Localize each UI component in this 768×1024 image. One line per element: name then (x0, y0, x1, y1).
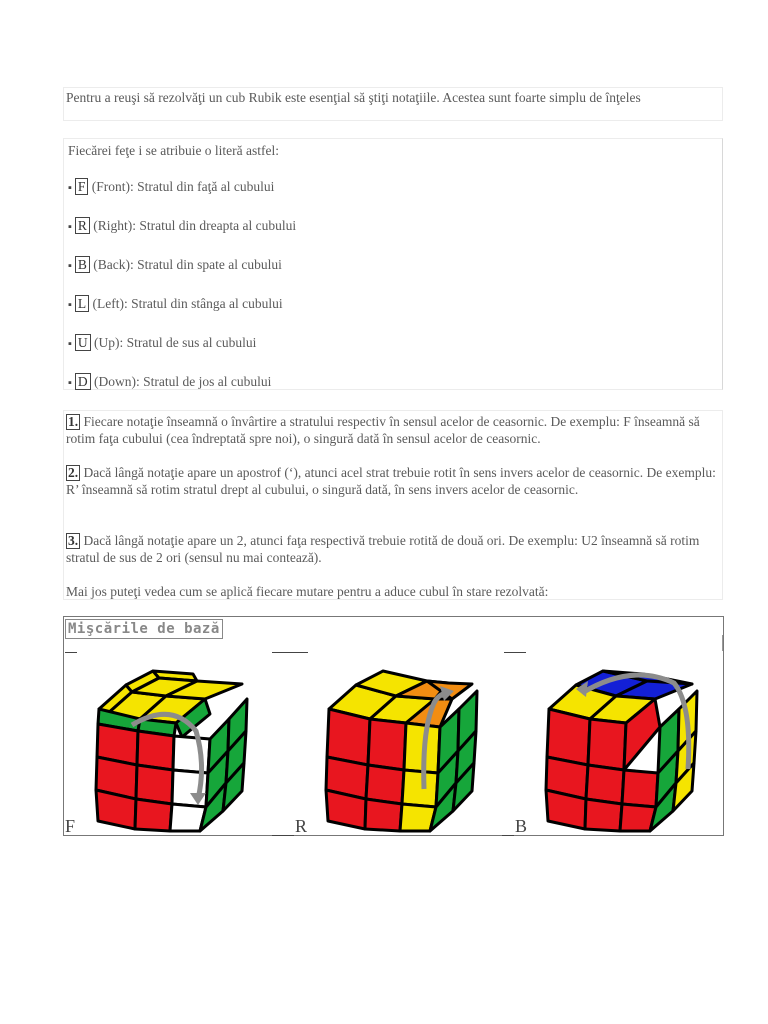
face-item-up (68, 334, 256, 352)
underline-rule (272, 835, 294, 836)
closing-text: Mai jos puteţi vedea cum se aplică fiecare mutare pentru a aduce cubul în stare rezolvată: (66, 584, 549, 599)
underline-rule (504, 652, 526, 653)
rule-text: Dacă lângă notaţie apare un 2, atunci faţa respectivă trebuie rotită de două ori. De exemplu: U2 înseamnă să rotim stratul de sus de 2 ori (sensul nu mai contează). (66, 533, 700, 565)
face-item-back (68, 256, 282, 274)
face-description: (Up): Stratul de sus al cubului (94, 335, 257, 350)
face-letter: R (75, 217, 90, 234)
face-description: (Right): Stratul din dreapta al cubului (93, 218, 297, 233)
rule-number: 3. (68, 533, 79, 548)
bullet-icon: ▪ (68, 182, 72, 194)
bullet-icon: ▪ (68, 377, 72, 389)
rule-paragraph (66, 532, 722, 566)
face-description: (Left): Stratul din stânga al cubului (92, 296, 283, 311)
underline-rule (65, 652, 77, 653)
rule-text: Fiecare notaţie înseamnă o învârtire a stratului respectiv în sensul acelor de ceasornic. De exemplu: F înseamnă să rotim faţa cubului (cea îndreptată spre noi), o singură dată în sensul acelor de ceasornic. (66, 414, 700, 446)
faces-section (63, 138, 723, 390)
face-description: (Front): Stratul din faţă al cubului (91, 179, 275, 194)
divider (722, 635, 723, 651)
intro-text: Pentru a reuşi să rezolvăţi un cub Rubik este esenţial să ştiţi notaţiile. Acestea sunt foarte simplu de înţeles (66, 90, 641, 105)
face-description: (Down): Stratul de jos al cubului (94, 374, 272, 389)
face-item-front (68, 178, 274, 196)
intro-paragraph (63, 87, 723, 121)
cube-back-move-icon (542, 669, 706, 833)
face-letter: L (75, 295, 89, 312)
rule-paragraph (66, 464, 722, 498)
moves-title: Mişcările de bază (65, 619, 223, 639)
rule-number: 1. (68, 414, 79, 429)
rule-paragraph (66, 413, 722, 447)
cube-right-move-icon (322, 669, 486, 833)
face-item-down (68, 373, 271, 391)
face-item-right (68, 217, 296, 235)
move-label-f: F (65, 816, 76, 836)
bullet-icon: ▪ (68, 221, 72, 233)
bullet-icon: ▪ (68, 299, 72, 311)
move-label-b: B (515, 816, 528, 836)
face-letter: U (75, 334, 91, 351)
move-label-r: R (295, 816, 308, 836)
basic-moves-panel (63, 616, 724, 836)
face-letter: B (75, 256, 90, 273)
bullet-icon: ▪ (68, 338, 72, 350)
rule-text: Dacă lângă notaţie apare un apostrof (‘), atunci acel strat trebuie rotit în sens invers acelor de ceasornic. De exemplu: R’ înseamnă să rotim stratul drept al cubului, o singură dată, în sens invers acelor de ceasornic. (66, 465, 716, 497)
face-letter: D (75, 373, 91, 390)
face-description: (Back): Stratul din spate al cubului (93, 257, 282, 272)
rules-section (63, 410, 723, 600)
cube-front-move-icon (92, 669, 256, 833)
underline-rule (502, 835, 514, 836)
bullet-icon: ▪ (68, 260, 72, 272)
face-letter: F (75, 178, 89, 195)
face-item-left (68, 295, 283, 313)
faces-heading: Fiecărei feţe i se atribuie o literă astfel: (68, 143, 280, 158)
rule-number: 2. (68, 465, 79, 480)
underline-rule (272, 652, 308, 653)
